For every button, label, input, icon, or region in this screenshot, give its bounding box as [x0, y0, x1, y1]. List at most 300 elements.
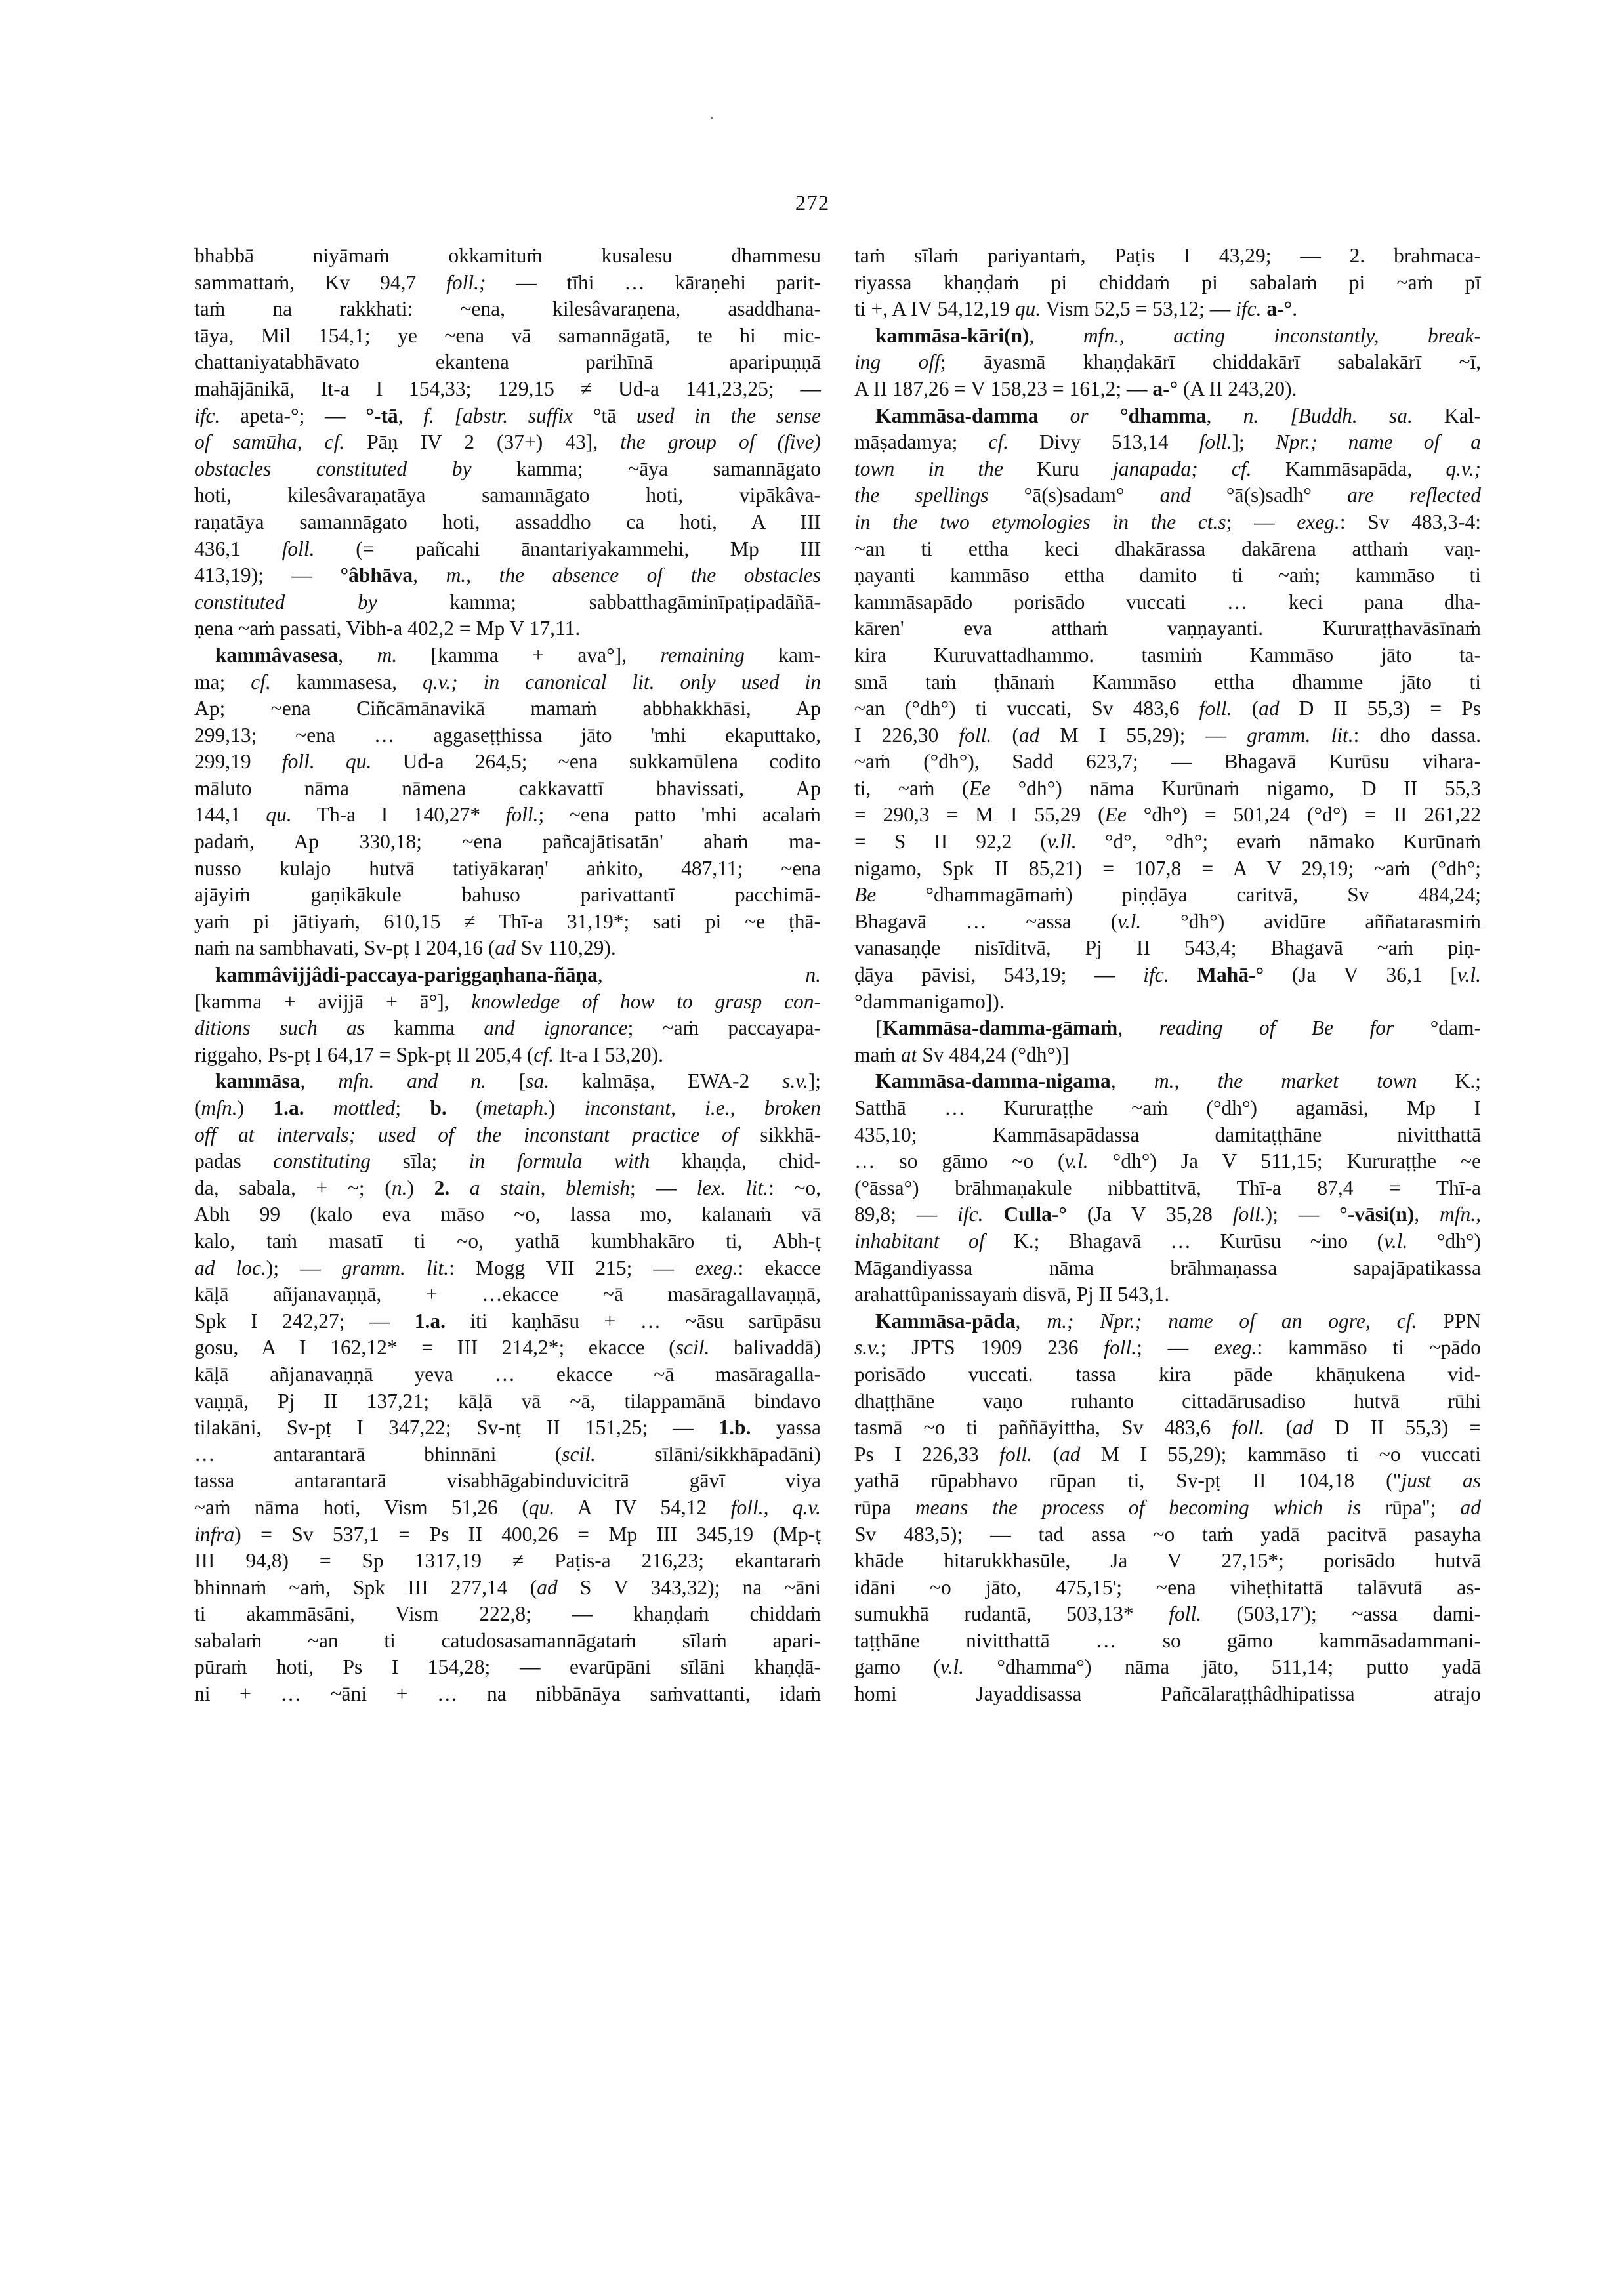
text-run: I 226,30	[854, 723, 959, 747]
text-run: = S II 92,2 (	[854, 830, 1047, 854]
text-run: sikkhā-	[760, 1123, 821, 1146]
text-run: inhabitant of	[854, 1229, 1014, 1252]
text-run: (°āssa°) brāhmaṇakule nibbattitvā, Thī-a 87,4 = Thī-a	[854, 1176, 1481, 1199]
text-run: °dammanigamo]).	[854, 989, 1005, 1013]
text-run: Kammāsa-damma	[875, 403, 1039, 427]
text-run: ,	[1414, 1203, 1440, 1226]
text-run: ad	[1460, 1495, 1481, 1519]
text-run: sa.	[526, 1069, 550, 1093]
text-run: foll.	[1104, 1336, 1137, 1359]
text-run: kāḷā añjanavaṇṇā yeva … ekacce ~ā masāragalla-	[194, 1362, 821, 1386]
left-column-line	[194, 935, 821, 962]
right-column-line	[854, 695, 1481, 722]
right-column-line	[854, 270, 1481, 297]
left-column-line	[194, 1122, 821, 1149]
text-run: (Ja V 36,1 [	[1264, 963, 1457, 987]
text-run: Vism 52,5 = 53,12; —	[1041, 297, 1236, 321]
text-run: remaining	[660, 643, 745, 667]
left-column-line	[194, 775, 821, 802]
text-run: M I 55,29); kammāso ti ~o vuccati	[1080, 1442, 1481, 1466]
left-column-line	[194, 1281, 821, 1308]
text-run: tasmā ~o ti paññāyittha, Sv 483,6	[854, 1416, 1232, 1439]
text-run: a-°	[1152, 377, 1178, 400]
text-run: °dhamma°) nāma jāto, 511,14; putto yadā	[963, 1655, 1481, 1679]
text-run: ,	[1029, 323, 1083, 347]
left-column-line	[194, 429, 821, 456]
text-run: Kammāsa-damma-nigama	[875, 1069, 1111, 1093]
text-run: mfn., acting inconstantly, break-	[1083, 323, 1481, 347]
text-run: : Sv 483,3-4:	[1339, 510, 1481, 533]
text-run: Th-a I 140,27*	[291, 803, 506, 827]
left-column-line	[194, 482, 821, 509]
text-run: Mahā-°	[1197, 963, 1264, 987]
text-run: 144,1	[194, 803, 266, 827]
text-run: or	[1070, 403, 1089, 427]
text-run: janapada; cf.	[1113, 457, 1252, 480]
text-run: Satthā … Kururaṭṭhe ~aṁ (°dh°) agamāsi, Mp I	[854, 1096, 1481, 1119]
text-run: tāya, Mil 154,1; ye ~ena vā samannāgatā, te hi mic-	[194, 323, 821, 347]
text-run: (	[1232, 697, 1259, 720]
left-column-line	[194, 589, 821, 616]
right-column-line	[854, 243, 1481, 270]
text-run: the group of (five)	[620, 430, 821, 454]
text-run: ti akammāsāni, Vism 222,8; — khaṇḍaṁ chiddaṁ	[194, 1602, 821, 1626]
text-run: foll. qu.	[281, 750, 372, 774]
text-run: nigamo, Spk II 85,21) = 107,8 = A V 29,19; ~aṁ (°dh°;	[854, 856, 1481, 880]
text-run: kalmāṣa, EWA-2	[549, 1069, 783, 1093]
text-run: (	[1264, 1416, 1293, 1439]
text-run: v.l.	[1384, 1229, 1408, 1252]
text-run: 1.a.	[273, 1096, 304, 1119]
text-run	[1089, 404, 1120, 427]
text-run: obstacles constituted by	[194, 457, 517, 480]
text-run: A IV 54,12	[554, 1495, 731, 1519]
left-column-line	[194, 1601, 821, 1628]
text-run: kammāsapādo porisādo vuccati … keci pana dha-	[854, 590, 1481, 613]
right-column-line	[854, 1042, 1481, 1069]
left-column-line	[194, 1495, 821, 1521]
text-run: ~aṁ (°dh°), Sadd 623,7; — Bhagavā Kurūsu vihara-	[854, 750, 1481, 774]
text-run: ,	[300, 1069, 339, 1093]
text-run: ];	[1232, 430, 1276, 454]
text-run: ,	[398, 403, 424, 427]
left-column-line	[194, 349, 821, 376]
text-run: Culla-°	[1003, 1203, 1068, 1226]
text-run: tassa antarantarā visabhāgabinduvicitrā gāvī viya	[194, 1469, 821, 1493]
text-run: gosu, A I 162,12* = III 214,2*; ekacce (	[194, 1336, 676, 1359]
text-run: porisādo vuccati. tassa kira pāde khāṇukena vid-	[854, 1362, 1481, 1386]
text-run: °ā(s)sadam°	[1024, 484, 1160, 507]
text-run: Kammāsapāda,	[1251, 457, 1446, 480]
right-column-line	[854, 1521, 1481, 1548]
right-column-line	[854, 775, 1481, 802]
text-run: māṣadamya;	[854, 430, 989, 454]
text-run: — tīhi … kāraṇehi parit-	[486, 270, 821, 294]
text-run: foll.	[959, 723, 992, 747]
text-run: PPN	[1417, 1309, 1481, 1333]
text-run: D II 55,3) = Ps	[1279, 697, 1481, 720]
text-run: ti, ~aṁ (	[854, 776, 969, 800]
right-column-line	[854, 1601, 1481, 1628]
text-run: [kamma + ava°],	[397, 643, 661, 667]
text-run: foll., q.v.	[730, 1495, 821, 1519]
text-run: Kammāsa-damma-gāmaṁ	[882, 1016, 1118, 1040]
text-run: ajāyiṁ gaṇikākule bahuso parivattantī pacchimā-	[194, 883, 821, 907]
left-column-line	[194, 1068, 821, 1095]
text-run: (= pañcahi ānantariyakammehi, Mp III	[314, 537, 821, 560]
text-run: 1.b.	[718, 1416, 751, 1439]
text-run: : ~o,	[768, 1176, 821, 1199]
text-run: ,	[338, 643, 377, 667]
text-run: m.	[377, 643, 398, 667]
right-column-line	[854, 615, 1481, 642]
text-run: homi Jayaddisassa Pañcālaraṭṭhâdhipatissa atrajo	[854, 1682, 1481, 1706]
text-run: and ignorance	[484, 1016, 628, 1040]
text-run: rūpa";	[1385, 1495, 1461, 1519]
text-run: foll.	[1169, 1602, 1202, 1626]
right-column-line	[854, 669, 1481, 696]
right-column-line	[854, 909, 1481, 936]
right-column-line	[854, 1201, 1481, 1228]
right-column-line	[854, 722, 1481, 749]
text-run: .	[1292, 297, 1298, 321]
text-run: exeg.	[1213, 1336, 1257, 1359]
text-run: Pāṇ IV 2 (37+) 43],	[367, 430, 621, 454]
text-run: ḍāya pāvisi, 543,19; —	[854, 963, 1144, 987]
right-column-line	[854, 642, 1481, 669]
right-column-line	[854, 1495, 1481, 1521]
text-run: ṇena ~aṁ passati, Vibh-a 402,2 = Mp V 17,11.	[194, 617, 581, 640]
text-run: constituting	[273, 1149, 403, 1173]
text-run: Ee	[1104, 803, 1127, 827]
text-run: tilakāni, Sv-pṭ I 347,22; Sv-nṭ II 151,25; —	[194, 1416, 719, 1439]
right-column-line	[854, 1681, 1481, 1708]
text-run: qu.	[1014, 297, 1041, 321]
text-run: foll.	[1232, 1203, 1266, 1226]
text-run: taṁ na rakkhati: ~ena, kilesâvaraṇena, asaddhana-	[194, 297, 821, 321]
right-column-line	[854, 1441, 1481, 1468]
text-run: ifc.	[957, 1203, 984, 1226]
left-column-line	[194, 1628, 821, 1655]
left-column-line	[194, 802, 821, 829]
left-column-line	[194, 1521, 821, 1548]
left-column-line	[194, 536, 821, 563]
text-run: sumukhā rudantā, 503,13*	[854, 1602, 1169, 1626]
text-run: naṁ na sambhavati, Sv-pṭ I 204,16 (	[194, 936, 495, 960]
text-run: Māgandiyassa nāma brāhmaṇassa sapajāpatikassa	[854, 1256, 1481, 1279]
text-run: 1.a.	[414, 1309, 446, 1333]
right-column-line	[854, 429, 1481, 456]
text-run: lex. lit.	[696, 1176, 768, 1199]
text-run: kāren' eva atthaṁ vaṇṇayanti. Kururaṭṭhavāsīnaṁ	[854, 617, 1481, 640]
text-run: III 94,8) = Sp 1317,19 ≠ Paṭis-a 216,23; ekantaraṁ	[194, 1549, 821, 1573]
text-run: ifc.	[194, 403, 220, 427]
text-run: khaṇḍa, chid-	[681, 1149, 821, 1173]
text-run: māluto nāma nāmena cakkavattī bhavissati, Ap	[194, 776, 821, 800]
text-run: °dam-	[1430, 1016, 1481, 1040]
text-run: cf.	[251, 670, 271, 693]
text-run: °dh°) nāma Kurūnaṁ nigamo, D II 55,3	[990, 776, 1481, 800]
text-run: kira Kuruvattadhammo. tasmiṁ Kammāso jāto ta-	[854, 643, 1481, 667]
left-column-line	[194, 1015, 821, 1042]
text-run: (	[194, 1096, 201, 1119]
text-run: ~an (°dh°) ti vuccati, Sv 483,6	[854, 697, 1199, 720]
right-column-line	[854, 1334, 1481, 1361]
right-column-line	[854, 1361, 1481, 1388]
text-run: mfn.,	[1440, 1203, 1481, 1226]
text-run: town in the	[854, 457, 1037, 480]
text-run: ; —	[1226, 510, 1297, 533]
text-run: (Ja V 35,28	[1067, 1203, 1233, 1226]
text-run: ad	[1259, 697, 1280, 720]
left-column-line	[194, 642, 821, 669]
text-run: m., the absence of the obstacles	[446, 564, 821, 587]
text-run: knowledge of how to grasp con-	[471, 989, 821, 1013]
text-run: (A II 243,20).	[1178, 377, 1297, 400]
text-run: vaṇṇā, Pj II 137,21; kāḷā vā ~ā, tilappamānā bindavo	[194, 1389, 821, 1413]
text-run: Bhagavā … ~assa (	[854, 909, 1118, 933]
text-run: Kammāsa-pāda	[875, 1309, 1016, 1333]
text-run: foll.	[1199, 430, 1232, 454]
right-column-line	[854, 1175, 1481, 1202]
text-run: 299,19	[194, 750, 282, 774]
left-column-line	[194, 669, 821, 696]
left-column	[194, 243, 821, 1708]
left-column-line	[194, 403, 821, 430]
left-column-line	[194, 1548, 821, 1575]
text-run: ifc.	[1236, 297, 1262, 321]
text-run: sammattaṁ, Kv 94,7	[194, 270, 447, 294]
text-run: foll.;	[446, 270, 486, 294]
left-column-line	[194, 1441, 821, 1468]
left-column-line	[194, 856, 821, 882]
text-run: idāni ~o jāto, 475,15'; ~ena viheṭhitattā talāvutā as-	[854, 1575, 1481, 1599]
text-run: ad	[495, 936, 516, 960]
text-run: ;	[395, 1096, 430, 1119]
text-run: kam-	[744, 643, 821, 667]
left-column-line	[194, 882, 821, 909]
text-run: hoti, kilesâvaraṇatāya samannāgato hoti, vipākâva-	[194, 484, 821, 507]
text-run: °-tā	[365, 403, 398, 427]
text-run: riggaho, Ps-pṭ I 64,17 = Spk-pṭ II 205,4 (	[194, 1043, 534, 1066]
right-column-line	[854, 1281, 1481, 1308]
text-run: °dhammagāmaṁ) piṇḍāya caritvā, Sv 484,24;	[876, 883, 1481, 907]
right-column-line	[854, 403, 1481, 430]
right-column-line	[854, 1228, 1481, 1255]
text-run: ,	[413, 564, 446, 587]
text-run: constituted by	[194, 590, 450, 613]
text-run: °dhamma	[1119, 403, 1207, 427]
text-run: bhinnaṁ ~aṁ, Spk III 277,14 (	[194, 1575, 537, 1599]
text-run: Spk I 242,27; —	[194, 1309, 415, 1333]
text-run: Ps I 226,33	[854, 1442, 1000, 1466]
text-run: foll.	[1232, 1416, 1265, 1439]
text-run: dhaṭṭhāne vaṇo ruhanto cittadārusadiso hutvā rūhi	[854, 1389, 1481, 1413]
text-run: °d°, °dh°; evaṁ nāmako Kurūnaṁ	[1076, 830, 1481, 854]
left-column-line	[194, 456, 821, 483]
text-run: chattaniyatabhāvato ekantena parihīnā aparipuṇṇā	[194, 350, 821, 374]
text-run: metaph.	[482, 1096, 549, 1119]
text-run: : dho dassa.	[1353, 723, 1481, 747]
text-run: Sv 484,24 (°dh°)]	[917, 1043, 1070, 1066]
text-run: m., the market town	[1154, 1069, 1455, 1093]
text-run: smā taṁ ṭhānaṁ Kammāso ettha dhamme jāto ti	[854, 670, 1481, 693]
text-run: Ap; ~ena Ciñcāmānavikā mamaṁ abbhakkhāsi, Ap	[194, 697, 821, 720]
text-run: infra	[194, 1522, 235, 1546]
text-run: reading of Be for	[1159, 1016, 1430, 1040]
left-column-line	[194, 1308, 821, 1335]
text-run: Ee	[968, 776, 991, 800]
left-column-line	[194, 1415, 821, 1441]
text-run: kammāsa-kāri(n)	[875, 323, 1030, 347]
text-run: v.l.	[940, 1655, 964, 1679]
text-run: °dh°) avidūre aññatarasmiṁ	[1141, 909, 1481, 933]
right-column-line	[854, 589, 1481, 616]
text-run: kammāsa	[215, 1069, 301, 1093]
text-run: maṁ	[854, 1043, 901, 1066]
left-column-line	[194, 1361, 821, 1388]
text-run	[449, 1176, 470, 1199]
text-run: taṁ sīlaṁ pariyantaṁ, Paṭis I 43,29; — 2. brahmaca-	[854, 244, 1481, 267]
text-run: q.v.; in canonical lit. only used in	[422, 670, 821, 693]
right-column-line	[854, 749, 1481, 775]
right-column-line	[854, 323, 1481, 350]
text-run: ,	[1206, 403, 1243, 427]
text-run: apeta-°; —	[220, 403, 366, 427]
text-run: cf.	[533, 1043, 554, 1066]
left-column-line	[194, 909, 821, 936]
text-run: off at intervals; used of the inconstant practice of	[194, 1123, 760, 1146]
text-run: °tā	[593, 403, 636, 427]
text-run: yaṁ pi jātiyaṁ, 610,15 ≠ Thī-a 31,19*; sati pi ~e ṭhā-	[194, 909, 821, 933]
left-column-line	[194, 1468, 821, 1495]
text-run: ; āyasmā khaṇḍakārī chiddakārī sabalakārī ~ī,	[940, 350, 1481, 374]
text-run: of samūha, cf.	[194, 430, 367, 454]
page-number: 272	[795, 192, 830, 215]
text-run: 299,13; ~ena … aggaseṭṭhissa jāto 'mhi ekaputtako,	[194, 723, 821, 747]
right-column-line	[854, 1654, 1481, 1681]
text-run: f. [abstr. suffix	[423, 403, 593, 427]
text-run: sīlāni/sikkhāpadāni)	[595, 1442, 821, 1466]
text-run: yathā rūpabhavo rūpan ti, Sv-pṭ II 104,18 ("	[854, 1469, 1402, 1493]
text-run: Divy 513,14	[1009, 430, 1199, 454]
text-run: s.v.	[854, 1336, 881, 1359]
text-run: mfn.	[201, 1096, 238, 1119]
text-run: m.; Npr.; name of an ogre, cf.	[1047, 1309, 1417, 1333]
text-run: scil.	[675, 1336, 710, 1359]
text-run: cf.	[988, 430, 1009, 454]
text-run: qu.	[528, 1495, 555, 1519]
text-run: pūraṁ hoti, Ps I 154,28; — evarūpāni sīlāni khaṇḍā-	[194, 1655, 821, 1679]
text-run: kamma; sabbatthagāminīpaṭipadāñā-	[449, 590, 821, 613]
text-run: exeg.	[694, 1256, 738, 1279]
right-column-line	[854, 829, 1481, 856]
right-column-line	[854, 562, 1481, 589]
text-run: khāde hitarukkhasūle, Ja V 27,15*; porisādo hutvā	[854, 1549, 1481, 1573]
text-run: ad	[1292, 1416, 1314, 1439]
text-run: ; —	[630, 1176, 697, 1199]
text-run: n.	[805, 963, 821, 987]
text-run: Kal-	[1412, 403, 1481, 427]
text-run: and	[1159, 484, 1226, 507]
text-run: °ā(s)sadh°	[1226, 484, 1348, 507]
right-column-line	[854, 856, 1481, 882]
text-run: at	[900, 1043, 917, 1066]
right-column-line	[854, 989, 1481, 1016]
text-run: sabalaṁ ~an ti catudosasamannāgataṁ sīlaṁ apari-	[194, 1628, 821, 1652]
text-run: used in the sense	[636, 403, 821, 427]
text-run: A II 187,26 = V 158,23 = 161,2; —	[854, 377, 1153, 400]
text-run: Be	[854, 883, 877, 907]
text-run: Kuru	[1037, 457, 1114, 480]
text-run: ad	[1059, 1442, 1081, 1466]
right-column-line	[854, 1628, 1481, 1655]
text-run: qu.	[266, 803, 292, 827]
left-column-line	[194, 829, 821, 856]
text-run: a-°	[1266, 297, 1293, 321]
left-column-line	[194, 1575, 821, 1602]
text-run: iti kaṇhāsu + … ~āsu sarūpāsu	[445, 1309, 821, 1333]
right-column-line	[854, 1308, 1481, 1335]
text-run: [	[875, 1016, 883, 1040]
right-column-line	[854, 1468, 1481, 1495]
left-column-line	[194, 1681, 821, 1708]
text-run: taṭṭhāne nivitthattā … so gāmo kammāsadammani-	[854, 1628, 1481, 1652]
text-run: ing off	[854, 350, 940, 374]
text-run: n. [Buddh. sa.	[1243, 403, 1413, 427]
left-column-line	[194, 1042, 821, 1069]
text-run: ad	[1018, 723, 1040, 747]
text-run: ) = Sv 537,1 = Ps II 400,26 = Mp III 345,19 (Mp-ṭ	[234, 1522, 821, 1546]
left-column-line	[194, 1228, 821, 1255]
text-run: ti +, A IV 54,12,19	[854, 297, 1015, 321]
right-column-line	[854, 1548, 1481, 1575]
text-run: nusso kulajo hutvā tatiyākaraṇ' aṅkito, 487,11; ~ena	[194, 856, 821, 880]
text-run: )	[549, 1096, 585, 1119]
text-run: in the two etymologies in the ct.s	[854, 510, 1226, 533]
text-run: the spellings	[854, 484, 1024, 507]
text-run: … so gāmo ~o (	[854, 1149, 1065, 1173]
text-run: K.; Bhagavā … Kurūsu ~ino (	[1014, 1229, 1385, 1252]
text-run: ,	[597, 963, 806, 987]
text-run: Ud-a 264,5; ~ena sukkamūlena codito	[371, 750, 821, 774]
scan-speck	[711, 117, 713, 119]
left-column-line	[194, 695, 821, 722]
right-column-line	[854, 1015, 1481, 1042]
text-run: °dh°) Ja V 511,15; Kururaṭṭhe ~e	[1088, 1149, 1481, 1173]
left-column-line	[194, 1201, 821, 1228]
text-run: a stain, blemish	[469, 1176, 631, 1199]
text-run: 413,19); —	[194, 564, 341, 587]
text-run: (503,17'); ~assa dami-	[1201, 1602, 1481, 1626]
left-column-line	[194, 376, 821, 403]
left-column-line	[194, 1255, 821, 1282]
text-run: It-a I 53,20).	[553, 1043, 664, 1066]
text-run: q.v.;	[1446, 457, 1481, 480]
right-column-line	[854, 935, 1481, 962]
right-column-line	[854, 1068, 1481, 1095]
text-run: ad loc.	[194, 1256, 266, 1279]
text-run: kāḷā añjanavaṇṇā, + …ekacce ~ā masāragallavaṇṇā,	[194, 1283, 821, 1306]
text-run: foll.	[999, 1442, 1033, 1466]
left-column-line	[194, 270, 821, 297]
text-run: D II 55,3) =	[1313, 1416, 1481, 1439]
text-run: ];	[808, 1069, 821, 1093]
text-run: : ekacce	[738, 1256, 821, 1279]
text-run	[304, 1096, 333, 1119]
text-run: padaṁ, Ap 330,18; ~ena pañcajātisatān' ahaṁ ma-	[194, 830, 821, 854]
left-column-line	[194, 1334, 821, 1361]
